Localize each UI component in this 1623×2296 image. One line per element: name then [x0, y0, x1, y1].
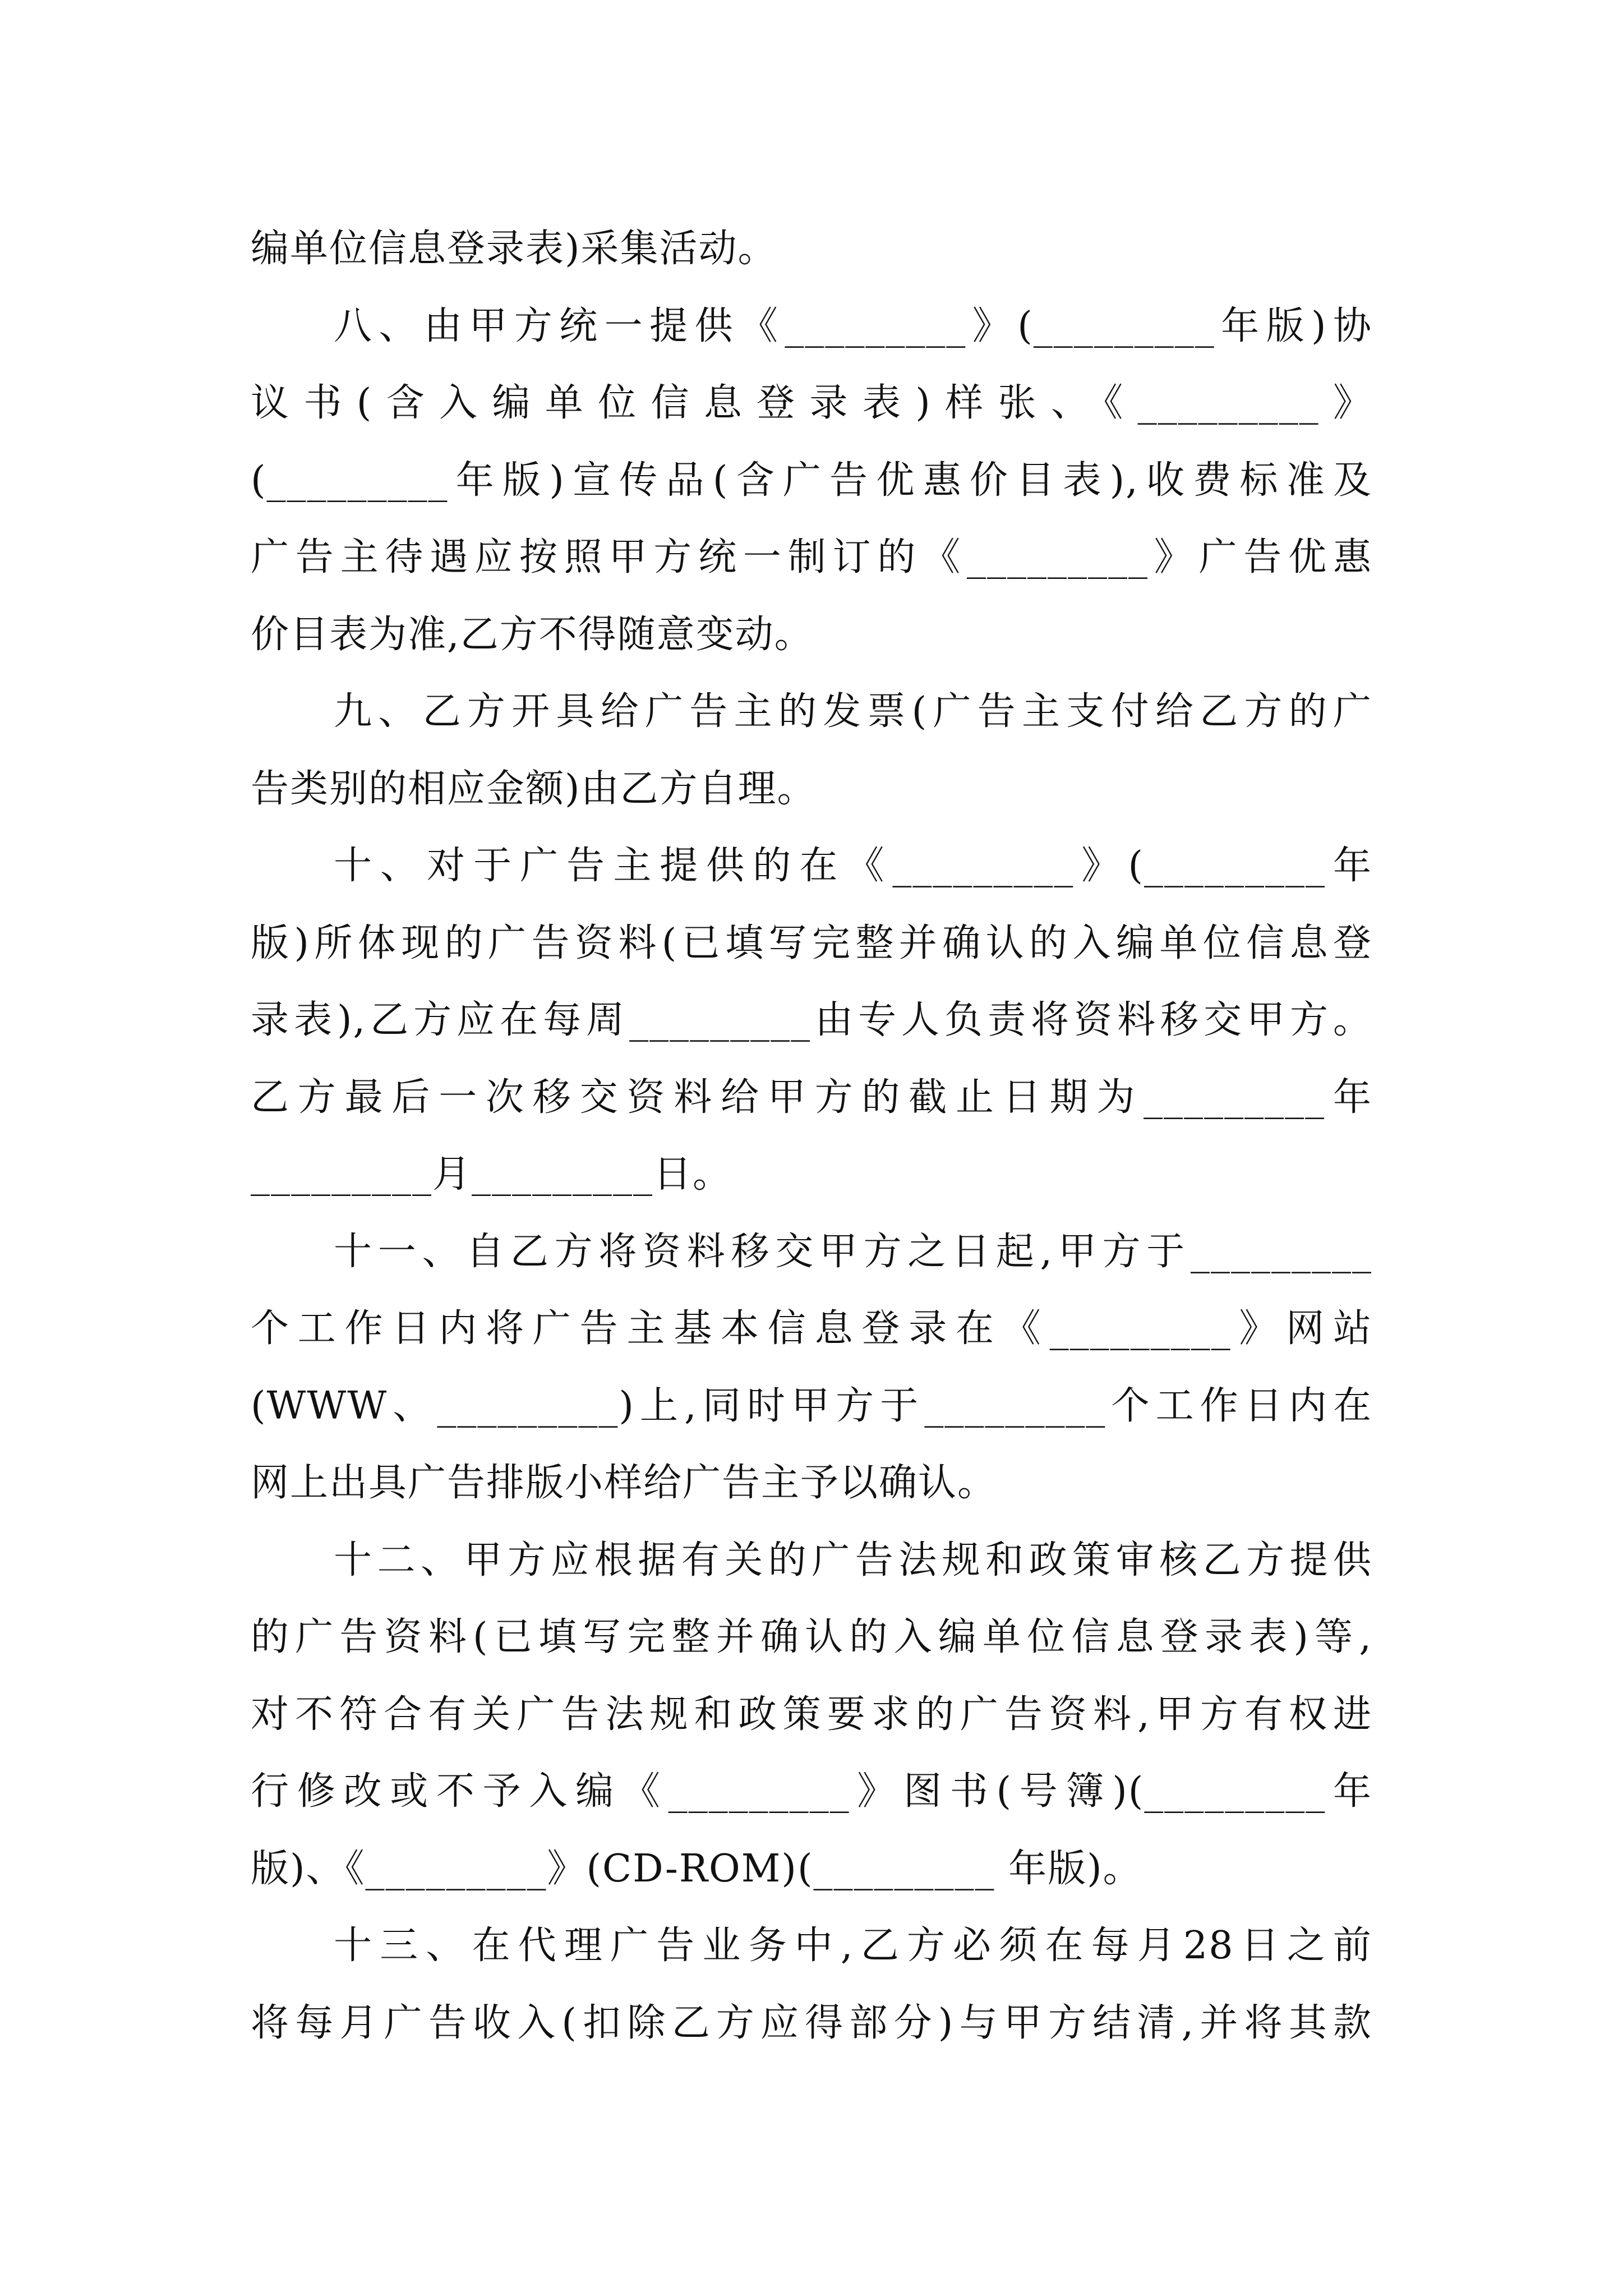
text-line: 版)所体现的广告资料(已填写完整并确认的入编单位信息登 [251, 921, 1372, 965]
text-line: 价目表为准,乙方不得随意变动。 [251, 612, 814, 657]
paragraph-9-line: 九、乙方开具给广告主的发票(广告主支付给乙方的广 [334, 689, 1372, 734]
text-line: 对不符合有关广告法规和政策要求的广告资料,甲方有权进 [251, 1692, 1372, 1737]
text-line: 个工作日内将广告主基本信息登录在《_________》网站 [251, 1306, 1372, 1351]
paragraph-13-line: 十三、在代理广告业务中,乙方必须在每月28日之前 [334, 1924, 1372, 1968]
text-line: 广告主待遇应按照甲方统一制订的《_________》广告优惠 [251, 535, 1372, 579]
text-line: 将每月广告收入(扣除乙方应得部分)与甲方结清,并将其款 [251, 2000, 1372, 2045]
paragraph-12-line: 十二、甲方应根据有关的广告法规和政策审核乙方提供 [334, 1538, 1372, 1582]
text-line: (WWW、_________)上,同时甲方于_________个工作日内在 [251, 1383, 1372, 1428]
paragraph-10-line: 十、对于广告主提供的在《_________》(_________年 [334, 844, 1372, 888]
paragraph-11-line: 十一、自乙方将资料移交甲方之日起,甲方于_________ [334, 1229, 1372, 1274]
paragraph-8-line: 八、由甲方统一提供《_________》(_________年版)协 [334, 303, 1372, 348]
text-line: _________月_________日。 [251, 1152, 732, 1197]
document-body [251, 210, 1372, 2062]
text-line: 的广告资料(已填写完整并确认的入编单位信息登录表)等, [251, 1615, 1372, 1659]
text-line: 录表),乙方应在每周_________由专人负责将资料移交甲方。 [251, 998, 1372, 1042]
text-line: 编单位信息登录表)采集活动。 [251, 227, 777, 271]
text-line: 网上出具广告排版小样给广告主予以确认。 [251, 1461, 997, 1505]
text-line: 行修改或不予入编《_________》图书(号簿)(_________年 [251, 1769, 1372, 1814]
text-line: 版)、《_________》(CD-ROM)(_________ 年版)。 [251, 1846, 1142, 1891]
text-line: 议书(含入编单位信息登录表)样张、《_________》 [251, 381, 1372, 425]
text-line: (_________年版)宣传品(含广告优惠价目表),收费标准及 [251, 458, 1372, 503]
text-line: 乙方最后一次移交资料给甲方的截止日期为_________年 [251, 1075, 1372, 1120]
text-line: 告类别的相应金额)由乙方自理。 [251, 766, 817, 811]
